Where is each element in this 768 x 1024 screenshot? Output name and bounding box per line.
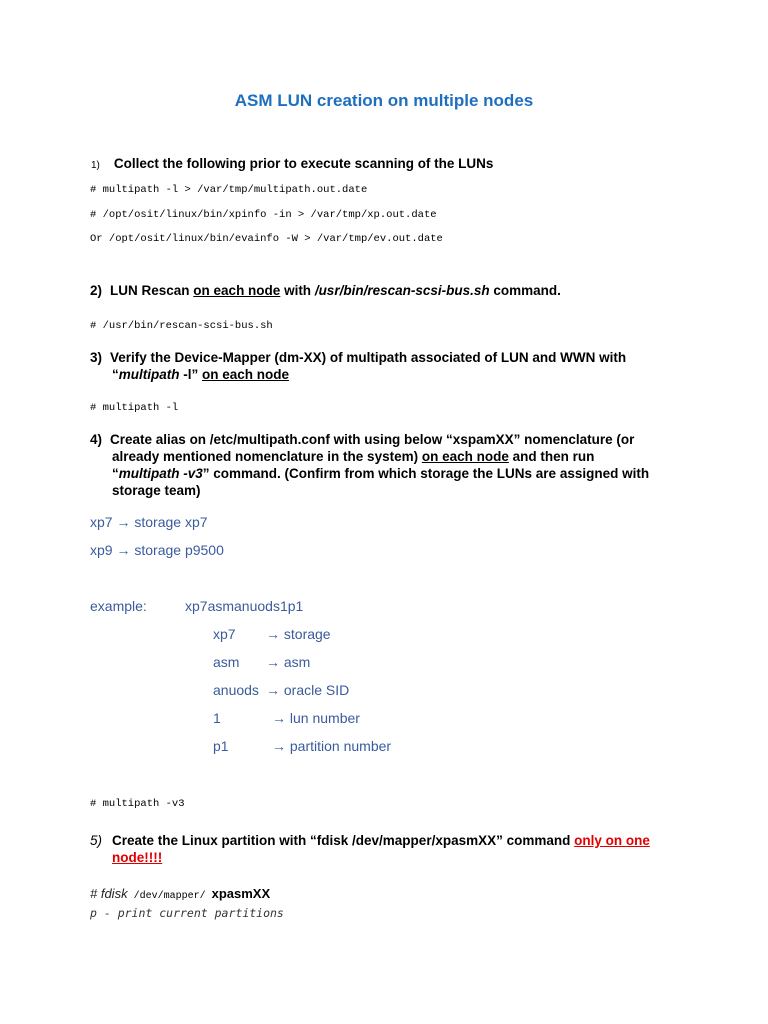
step-4-line-3 [112,465,649,482]
example-label: example: [90,598,147,614]
example-key: 1 [213,710,221,726]
note-xp7: xp7 → storage xp7 [90,514,208,530]
example-meaning: → storage [266,626,331,642]
fdisk-hash: # fdisk [90,886,128,901]
fdisk-device: xpasmXX [211,886,271,901]
step-4-underline: on each node [421,449,509,464]
step-1-command-3: Or /opt/osit/linux/bin/evainfo -W > /var/tmp/ev.out.date [90,233,443,245]
example-meaning: → lun number [272,710,360,726]
step-3-heading [90,349,626,366]
step-3-command-italic: multipath [118,367,180,382]
example-key: xp7 [213,626,236,642]
step-4-line-4: storage team) [112,483,201,498]
example-meaning: → partition number [272,738,392,754]
page-title: ASM LUN creation on multiple nodes [234,91,534,110]
step-2-path: /usr/bin/rescan-scsi-bus.sh [314,283,490,298]
step-4-line-2 [112,448,594,465]
step-5-number: 5) [90,833,103,848]
step-4-quote: “ [112,466,119,481]
step-5-text: Create the Linux partition with “fdisk /dev/mapper/xpasmXX” command [112,833,575,848]
step-3-line-2 [112,366,289,383]
step-1-text: Collect the following prior to execute scanning of the LUNs [113,156,494,171]
step-1-command-1: # multipath -l > /var/tmp/multipath.out.date [90,184,368,196]
step-5-heading [90,832,650,849]
step-3-quote: “ [112,367,119,382]
step-1-heading [91,155,493,174]
step-2-post: command. [489,283,561,298]
fdisk-print-option: p - print current partitions [90,906,284,920]
step-3-command: # multipath -l [90,402,179,414]
step-4-line-2-post: and then run [508,449,595,464]
step-2-text: LUN Rescan [110,283,194,298]
example-key: anuods [213,682,259,698]
step-2-underline: on each node [193,283,281,298]
step-5-warning-2: node!!!! [112,850,163,865]
example-value: xp7asmanuods1p1 [185,598,304,614]
step-1-command-2: # /opt/osit/linux/bin/xpinfo -in > /var/tmp/xp.out.date [90,209,437,221]
step-4-heading [90,431,634,448]
step-5-line-2 [112,849,162,866]
step-4-line-1: Create alias on /etc/multipath.conf with using below “xspamXX” nomenclature (or [110,432,635,447]
example-key: p1 [213,738,229,754]
fdisk-command [90,886,270,902]
step-2-heading [90,282,561,299]
step-5-warning: only on one [574,833,650,848]
step-3-number: 3) [90,350,103,365]
step-2-number: 2) [90,283,103,298]
step-2-mid: with [280,283,315,298]
step-2-command: # /usr/bin/rescan-scsi-bus.sh [90,320,273,332]
step-4-number: 4) [90,432,103,447]
example-key: asm [213,654,240,670]
step-1-number: 1) [91,160,100,171]
example-meaning: → oracle SID [266,682,350,698]
note-xp9: xp9 → storage p9500 [90,542,224,558]
example-meaning: → asm [266,654,311,670]
step-3-line-1: Verify the Device-Mapper (dm-XX) of multipath associated of LUN and WWN with [110,350,627,365]
step-3-flag: -l” [179,367,202,382]
step-4-line-3-post: ” command. (Confirm from which storage the LUNs are assigned with [202,466,650,481]
step-4-line-2-pre: already mentioned nomenclature in the system) [112,449,422,464]
step-4-command-italic: multipath -v3 [118,466,203,481]
step-3-underline: on each node [202,367,290,382]
fdisk-path: /dev/mapper/ [127,891,212,902]
multipath-v3-command: # multipath -v3 [90,798,185,810]
